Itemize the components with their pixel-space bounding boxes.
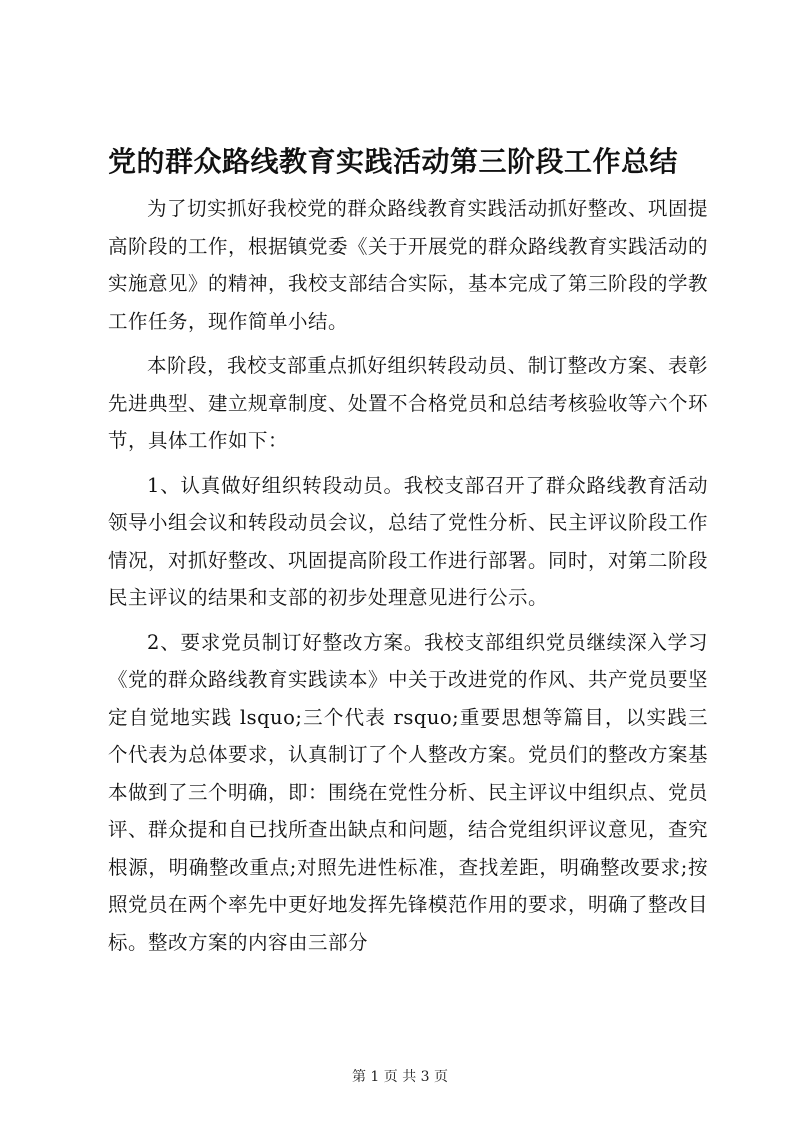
document-body — [108, 190, 708, 968]
paragraph-intro: 为了切实抓好我校党的群众路线教育实践活动抓好整改、巩固提高阶段的工作，根据镇党委《关于开展党的群众路线教育实践活动的实施意见》的精神，我校支部结合实际，基本完成了第三阶段的学教工作任务，现作简单小结。 — [108, 197, 709, 333]
document-title: 党的群众路线教育实践活动第三阶段工作总结 — [108, 145, 679, 178]
paragraph-overview: 本阶段，我校支部重点抓好组织转段动员、制订整改方案、表彰先进典型、建立规章制度、处置不合格党员和总结考核验收等六个环节，具体工作如下： — [108, 354, 709, 452]
page-number-footer: 第 1 页 共 3 页 — [351, 1069, 449, 1085]
paragraph-item-1: 1、认真做好组织转段动员。我校支部召开了群众路线教育活动领导小组会议和转段动员会议，总结了党性分析、民主评议阶段工作情况，对抓好整改、巩固提高阶段工作进行部署。同时，对第二阶段民主评议的结果和支部的初步处理意见进行公示。 — [108, 473, 709, 609]
paragraph-item-2: 2、要求党员制订好整改方案。我校支部组织党员继续深入学习《党的群众路线教育实践读本》中关于改进党的作风、共产党员要坚定自觉地实践 lsquo;三个代表 rsquo;重要思想等篇目，以实践三个代表为总体要求，认真制订了个人整改方案。党员们的整改方案基本做到了三个明确，即：围绕在党性分析、民主评议中组织点、党员评、群众提和自已找所查出缺点和问题，结合党组织评议意见，查究根源，明确整改重点;对照先进性标准，查找差距，明确整改要求;按照党员在两个率先中更好地发挥先锋模范作用的要求，明确了整改目标。整改方案的内容由三部分 — [108, 630, 709, 954]
